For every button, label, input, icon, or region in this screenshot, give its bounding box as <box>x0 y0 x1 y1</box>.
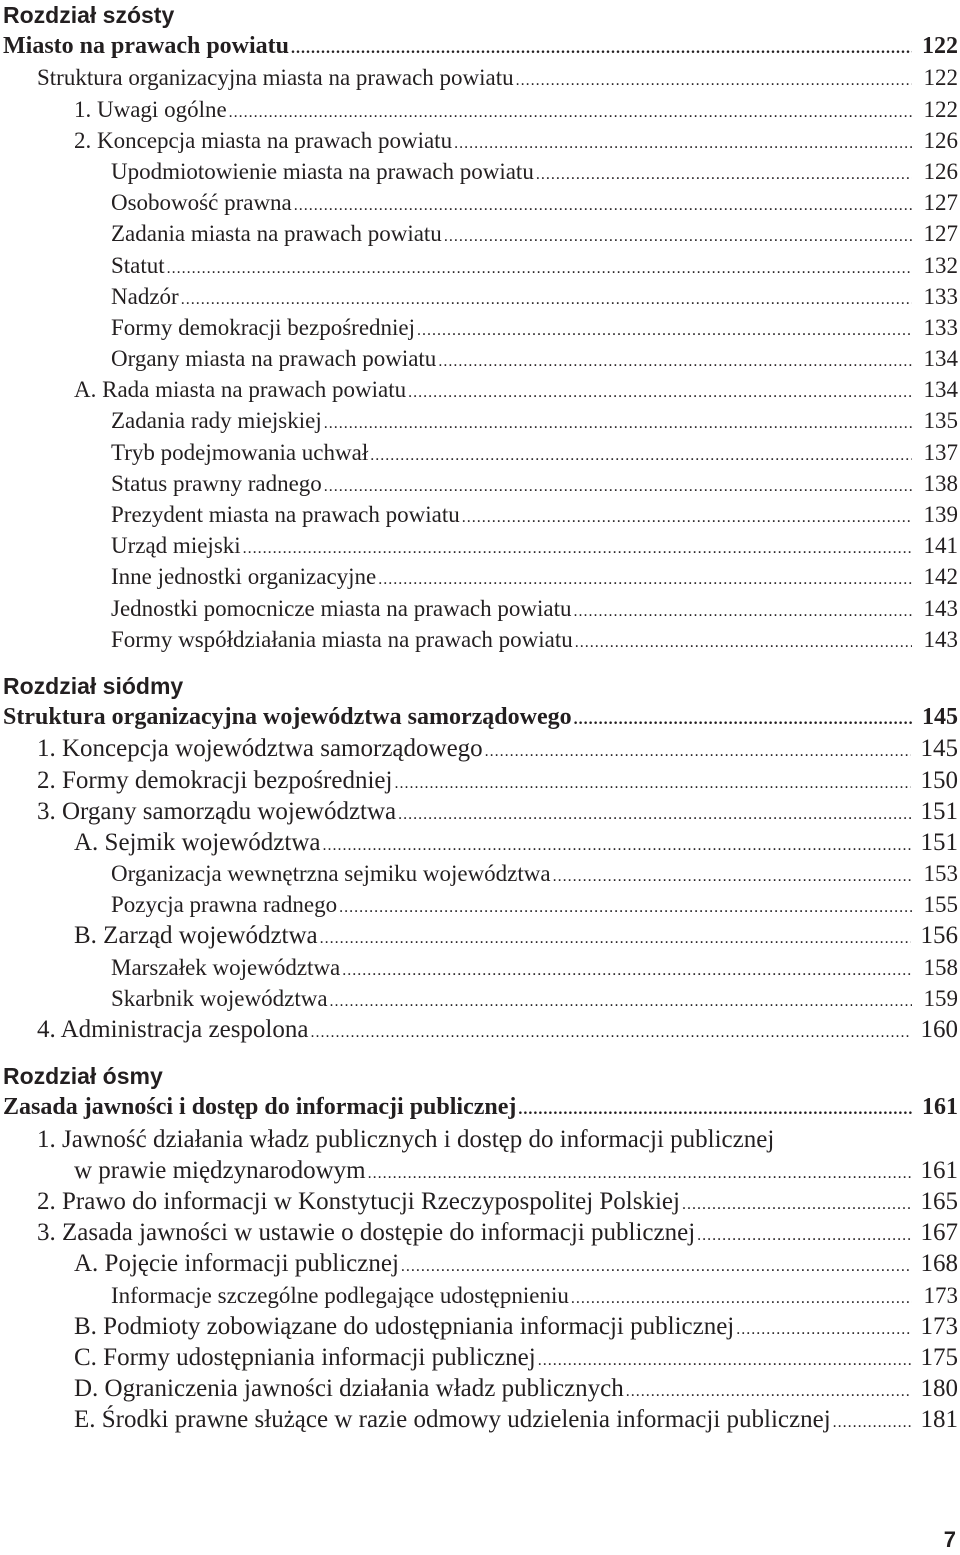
entry-title: Upodmiotowienie miasta na prawach powiatu <box>111 158 534 184</box>
entry-page: 150 <box>920 766 958 794</box>
entry-page: 141 <box>923 533 958 559</box>
entry-page: 138 <box>923 470 958 496</box>
toc-entry <box>3 1311 958 1342</box>
entry-page: 133 <box>923 283 958 309</box>
entry-page: 173 <box>920 1312 958 1340</box>
toc-entry <box>3 952 958 983</box>
dot-leader <box>485 736 911 767</box>
dot-leader <box>330 986 912 1017</box>
entry-page: 160 <box>920 1016 958 1043</box>
toc-entry <box>3 125 958 156</box>
dot-leader <box>324 408 912 439</box>
entry-page: 159 <box>923 985 958 1011</box>
dot-leader <box>181 284 912 315</box>
entry-page: 122 <box>923 96 958 122</box>
toc-entry <box>3 468 958 499</box>
toc-entry <box>3 702 958 733</box>
dot-leader <box>682 1189 911 1220</box>
toc-entry <box>3 250 958 281</box>
toc-entry <box>3 499 958 530</box>
toc-entry <box>3 796 958 827</box>
entry-title: B. Podmioty zobowiązane do udostępniania informacji publicznej <box>74 1312 735 1340</box>
entry-page: 126 <box>923 158 958 184</box>
entry-title: Struktura organizacyjna województwa samorządowego <box>3 704 572 731</box>
entry-title: Organizacja wewnętrzna sejmiku województwa <box>111 861 551 887</box>
entry-page: 156 <box>920 922 958 950</box>
entry-page: 168 <box>920 1250 958 1278</box>
entry-title: Jednostki pomocnicze miasta na prawach powiatu <box>111 595 572 621</box>
toc-entry <box>3 1092 958 1123</box>
dot-leader <box>394 768 910 799</box>
entry-title: Zadania miasta na prawach powiatu <box>111 221 442 247</box>
dot-leader <box>342 955 912 986</box>
toc-entry <box>3 374 958 405</box>
entry-title: Struktura organizacyjna miasta na prawach powiatu <box>37 65 514 91</box>
dot-leader <box>575 627 912 658</box>
toc-entry <box>3 1280 958 1311</box>
entry-page: 142 <box>923 564 958 590</box>
entry-title: B. Zarząd województwa <box>74 922 318 950</box>
entry-page: 135 <box>923 408 958 434</box>
dot-leader <box>322 830 910 861</box>
entry-page: 180 <box>920 1375 958 1403</box>
dot-leader <box>736 1314 910 1345</box>
entry-title: Skarbnik województwa <box>111 985 328 1011</box>
entry-page: 151 <box>920 797 958 825</box>
table-of-contents <box>3 0 958 1435</box>
entry-title: 4. Administracja zespolona <box>37 1016 309 1043</box>
toc-entry <box>3 1014 958 1045</box>
entry-page: 143 <box>923 595 958 621</box>
dot-leader <box>294 190 912 221</box>
entry-title-line2: w prawie międzynarodowym <box>74 1156 366 1184</box>
toc-entry <box>3 983 958 1014</box>
entry-title: Prezydent miasta na prawach powiatu <box>111 502 460 527</box>
entry-page: 122 <box>922 33 958 60</box>
entry-page: 122 <box>923 65 958 91</box>
entry-page: 132 <box>923 252 958 278</box>
entry-title: 2. Prawo do informacji w Konstytucji Rzeczypospolitej Polskiej <box>37 1187 680 1215</box>
entry-title: 1. Uwagi ogólne <box>74 96 227 122</box>
entry-title: Zasada jawności i dostęp do informacji publicznej <box>3 1094 517 1121</box>
dot-leader <box>697 1220 910 1251</box>
entry-title: Formy demokracji bezpośredniej <box>111 314 416 340</box>
dot-leader <box>378 564 912 595</box>
dot-leader <box>243 533 912 564</box>
entry-title: Formy współdziałania miasta na prawach powiatu <box>111 626 573 652</box>
entry-title: Nadzór <box>111 283 179 309</box>
entry-page: 126 <box>923 127 958 153</box>
entry-page: 161 <box>920 1156 958 1184</box>
entry-title: Informacje szczególne podlegające udostępnieniu <box>111 1282 569 1308</box>
toc-entry <box>3 858 958 889</box>
dot-leader <box>536 159 912 190</box>
dot-leader <box>833 1407 911 1438</box>
toc-entry <box>3 1248 958 1279</box>
toc-entry <box>3 312 958 343</box>
entry-page: 145 <box>920 735 958 763</box>
entry-title: A. Sejmik województwa <box>74 828 321 856</box>
toc-entry <box>3 920 958 951</box>
entry-page: 134 <box>923 377 958 403</box>
dot-leader <box>324 471 912 502</box>
entry-title: Zadania rady miejskiej <box>111 408 322 434</box>
entry-title: 1. Koncepcja województwa samorządowego <box>37 735 483 763</box>
dot-leader <box>438 346 912 377</box>
toc-entry <box>3 733 958 764</box>
toc-entry <box>3 343 958 374</box>
entry-page: 143 <box>923 626 958 652</box>
entry-title: D. Ograniczenia jawności działania władz publicznych <box>74 1375 624 1403</box>
toc-entry <box>3 1342 958 1373</box>
toc-entry <box>3 156 958 187</box>
entry-title: Miasto na prawach powiatu <box>3 33 290 60</box>
entry-page: 137 <box>923 439 958 465</box>
entry-title: Tryb podejmowania uchwał <box>111 439 369 465</box>
entry-page: 165 <box>920 1187 958 1215</box>
entry-title: 3. Organy samorządu województwa <box>37 797 397 825</box>
toc-entry <box>3 218 958 249</box>
chapter-heading: Rozdział siódmy <box>3 672 184 699</box>
entry-page: 161 <box>922 1094 958 1121</box>
dot-leader <box>626 1376 911 1407</box>
dot-leader <box>462 502 912 533</box>
toc-entry <box>3 889 958 920</box>
dot-leader <box>370 440 912 471</box>
entry-title: C. Formy udostępniania informacji publicznej <box>74 1343 536 1371</box>
toc-entry <box>3 1155 958 1186</box>
entry-page: 133 <box>923 314 958 340</box>
dot-leader <box>310 1017 910 1048</box>
entry-page: 155 <box>923 892 958 918</box>
dot-leader <box>291 33 912 64</box>
toc-entry <box>3 94 958 125</box>
toc-entry <box>3 1404 958 1435</box>
toc-entry <box>3 1217 958 1248</box>
entry-page: 173 <box>923 1282 958 1308</box>
dot-leader <box>398 799 910 830</box>
entry-title: 2. Koncepcja miasta na prawach powiatu <box>74 127 453 153</box>
entry-title: Urząd miejski <box>111 533 241 559</box>
entry-page: 153 <box>923 861 958 887</box>
toc-entry <box>3 593 958 624</box>
toc-entry <box>3 827 958 858</box>
toc-entry <box>3 1186 958 1217</box>
dot-leader <box>368 1158 911 1189</box>
toc-entry <box>3 187 958 218</box>
entry-title: A. Pojęcie informacji publicznej <box>74 1250 399 1278</box>
entry-title: Status prawny radnego <box>111 470 322 496</box>
toc-entry <box>3 405 958 436</box>
dot-leader <box>167 253 912 284</box>
dot-leader <box>417 315 912 346</box>
toc-entry <box>3 561 958 592</box>
entry-title: A. Rada miasta na prawach powiatu <box>74 377 407 403</box>
toc-entry <box>3 530 958 561</box>
entry-title-line1: 1. Jawność działania władz publicznych i dostęp do informacji publicznej <box>37 1125 775 1153</box>
dot-leader <box>401 1251 911 1282</box>
dot-leader <box>229 97 912 128</box>
dot-leader <box>574 596 913 627</box>
dot-leader <box>516 65 912 96</box>
entry-page: 134 <box>923 346 958 372</box>
entry-title: 3. Zasada jawności w ustawie o dostępie do informacji publicznej <box>37 1219 696 1247</box>
entry-page: 175 <box>920 1343 958 1371</box>
dot-leader <box>553 861 912 892</box>
entry-title: Inne jednostki organizacyjne <box>111 564 377 590</box>
entry-title: Marszałek województwa <box>111 954 341 980</box>
entry-page: 127 <box>923 221 958 247</box>
entry-page: 151 <box>920 828 958 856</box>
toc-entry <box>3 31 958 62</box>
page-number: 7 <box>943 1527 956 1552</box>
dot-leader <box>444 221 912 252</box>
dot-leader <box>339 892 912 923</box>
dot-leader <box>408 377 912 408</box>
toc-entry <box>3 62 958 93</box>
toc-entry <box>3 437 958 468</box>
chapter-heading: Rozdział ósmy <box>3 1063 163 1090</box>
entry-title: E. Środki prawne służące w razie odmowy udzielenia informacji publicznej <box>74 1406 831 1434</box>
entry-title: Statut <box>111 252 165 278</box>
toc-entry <box>3 1373 958 1404</box>
entry-page: 167 <box>920 1219 958 1247</box>
entry-page: 139 <box>923 502 958 527</box>
entry-title: Osobowość prawna <box>111 190 292 216</box>
toc-entry <box>3 281 958 312</box>
entry-page: 158 <box>923 954 958 980</box>
toc-entry <box>3 765 958 796</box>
entry-title: Pozycja prawna radnego <box>111 892 338 918</box>
chapter-heading: Rozdział szósty <box>3 2 175 28</box>
dot-leader <box>574 704 912 735</box>
dot-leader <box>454 128 912 159</box>
toc-entry <box>3 624 958 655</box>
dot-leader <box>518 1094 912 1125</box>
dot-leader <box>538 1345 911 1376</box>
entry-page: 145 <box>922 704 958 731</box>
dot-leader <box>320 923 911 954</box>
dot-leader <box>571 1283 912 1314</box>
entry-title: Organy miasta na prawach powiatu <box>111 346 437 372</box>
entry-page: 127 <box>923 190 958 216</box>
entry-title: 2. Formy demokracji bezpośredniej <box>37 766 393 794</box>
entry-page: 181 <box>920 1406 958 1434</box>
